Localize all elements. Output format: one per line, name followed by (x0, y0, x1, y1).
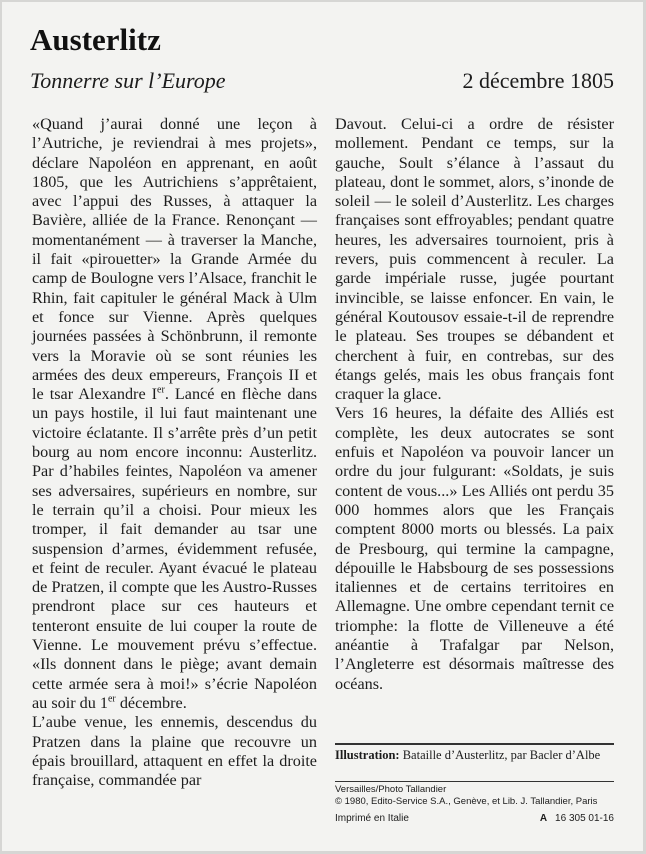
superscript: er (107, 693, 116, 705)
series-letter: A (539, 813, 548, 824)
paragraph: Vers 16 heures, la défaite des Alliés est complète, les deux autocrates se sont enfuis et Napoléon va pouvoir lancer un ordre du jour fulgurant: «Soldats, je suis content de vous...» Les Alliés ont perdu 35 000 hommes alors que les Français comptent 8000 morts ou blessés. La paix de Presbourg, qui termine la campagne, dépouille le Habsbourg de ses possessions italiennes et de certains territoires en Allemagne. Une ombre cependant ternit ce triomphe: la flotte de Villeneuve a été anéantie à Trafalgar par Nelson, l’Angleterre est désormais maîtresse des océans. (335, 404, 614, 693)
photo-credit: Versailles/Photo Tallandier (335, 784, 447, 795)
card-date: 2 décembre 1805 (462, 68, 614, 93)
caption-text: Bataille d’Austerlitz, par Bacler d’Albe (399, 748, 601, 762)
paragraph-text: . Lancé en flèche dans un pays hostile, il lui faut maintenant une victoire éclatante. Il s’arrête près d’un petit bourg au nom encore inconnu: Austerlitz. Par d’habiles feintes, Napoléon va amener ses adversaires, supérieurs en nombre, sur le terrain qu’il a choisi. Pour mieux les tromper, il fait demander au tsar une suspension d’armes, évidemment refusée, et feint de reculer. Ayant évacué le plateau de Pratzen, il compte que les Austro-Russes prendront place sur ces hauteurs et tenteront ensuite de lui couper la route de Vienne. Le mouvement prévu s’effectue. «Ils donnent dans le piège; avant demain cette armée sera à moi!» s’écrie Napoléon au soir du 1 (32, 385, 317, 712)
series-code: 16 305 01-16 (555, 813, 614, 824)
superscript: er (157, 384, 165, 396)
card-title: Austerlitz (30, 22, 161, 57)
card-code (540, 813, 614, 825)
printed-in: Imprimé en Italie (335, 813, 409, 824)
caption-label: Illustration: (335, 748, 400, 762)
paragraph: L’aube venue, les ennemis, descendus du Pratzen dans la plaine que recouvre un épais brouillard, attaquent en effet la droite française, commandée par (32, 713, 317, 790)
copyright: © 1980, Edito-Service S.A., Genève, et Lib. J. Tallandier, Paris (335, 796, 598, 807)
card-subtitle: Tonnerre sur l’Europe (30, 68, 226, 93)
paragraph (32, 115, 317, 713)
paragraph-text: décembre. (115, 693, 187, 712)
paragraph-text: «Quand j’aurai donné une leçon à l’Autriche, je reviendrai à mes projets», déclare Napoléon en apprenant, en août 1805, que les Autrichiens s’apprêtaient, avec l’appui des Russes, à attaquer la Bavière, alliée de la France. Renonçant — momentanément — à traverser la Manche, il fait «pirouetter» la Grande Armée du camp de Boulogne vers l’Alsace, franchit le Rhin, fait capituler le général Mack à Ulm et fonce sur Vienne. Après quelques journées passées à Schönbrunn, il remonte vers la Moravie où se sont réunies les armées des deux empereurs, François II et le tsar Alexandre I (32, 115, 317, 404)
history-card (2, 2, 643, 851)
text-column-left (32, 115, 317, 790)
paragraph: Davout. Celui-ci a ordre de résister mollement. Pendant ce temps, sur la gauche, Soult s’élance à l’assaut du plateau, dont le sommet, alors, s’inonde de soleil — le soleil d’Austerlitz. Les charges françaises sont effroyables; pendant quatre heures, les adversaires tournoient, pris à revers, puis commencent à reculer. La garde impériale russe, jugée pourtant invincible, se laisse enfoncer. En vain, le général Koutousov essaie-t-il de reprendre le plateau. Ses troupes se débandent et cherchent à fuir, en contrebas, sur des étangs gelés, mais les obus français font craquer la glace. (335, 115, 614, 404)
caption-divider (335, 743, 614, 745)
text-column-right (335, 115, 614, 694)
card-footer (335, 813, 614, 825)
illustration-caption (335, 747, 614, 763)
credit-divider (335, 781, 614, 782)
